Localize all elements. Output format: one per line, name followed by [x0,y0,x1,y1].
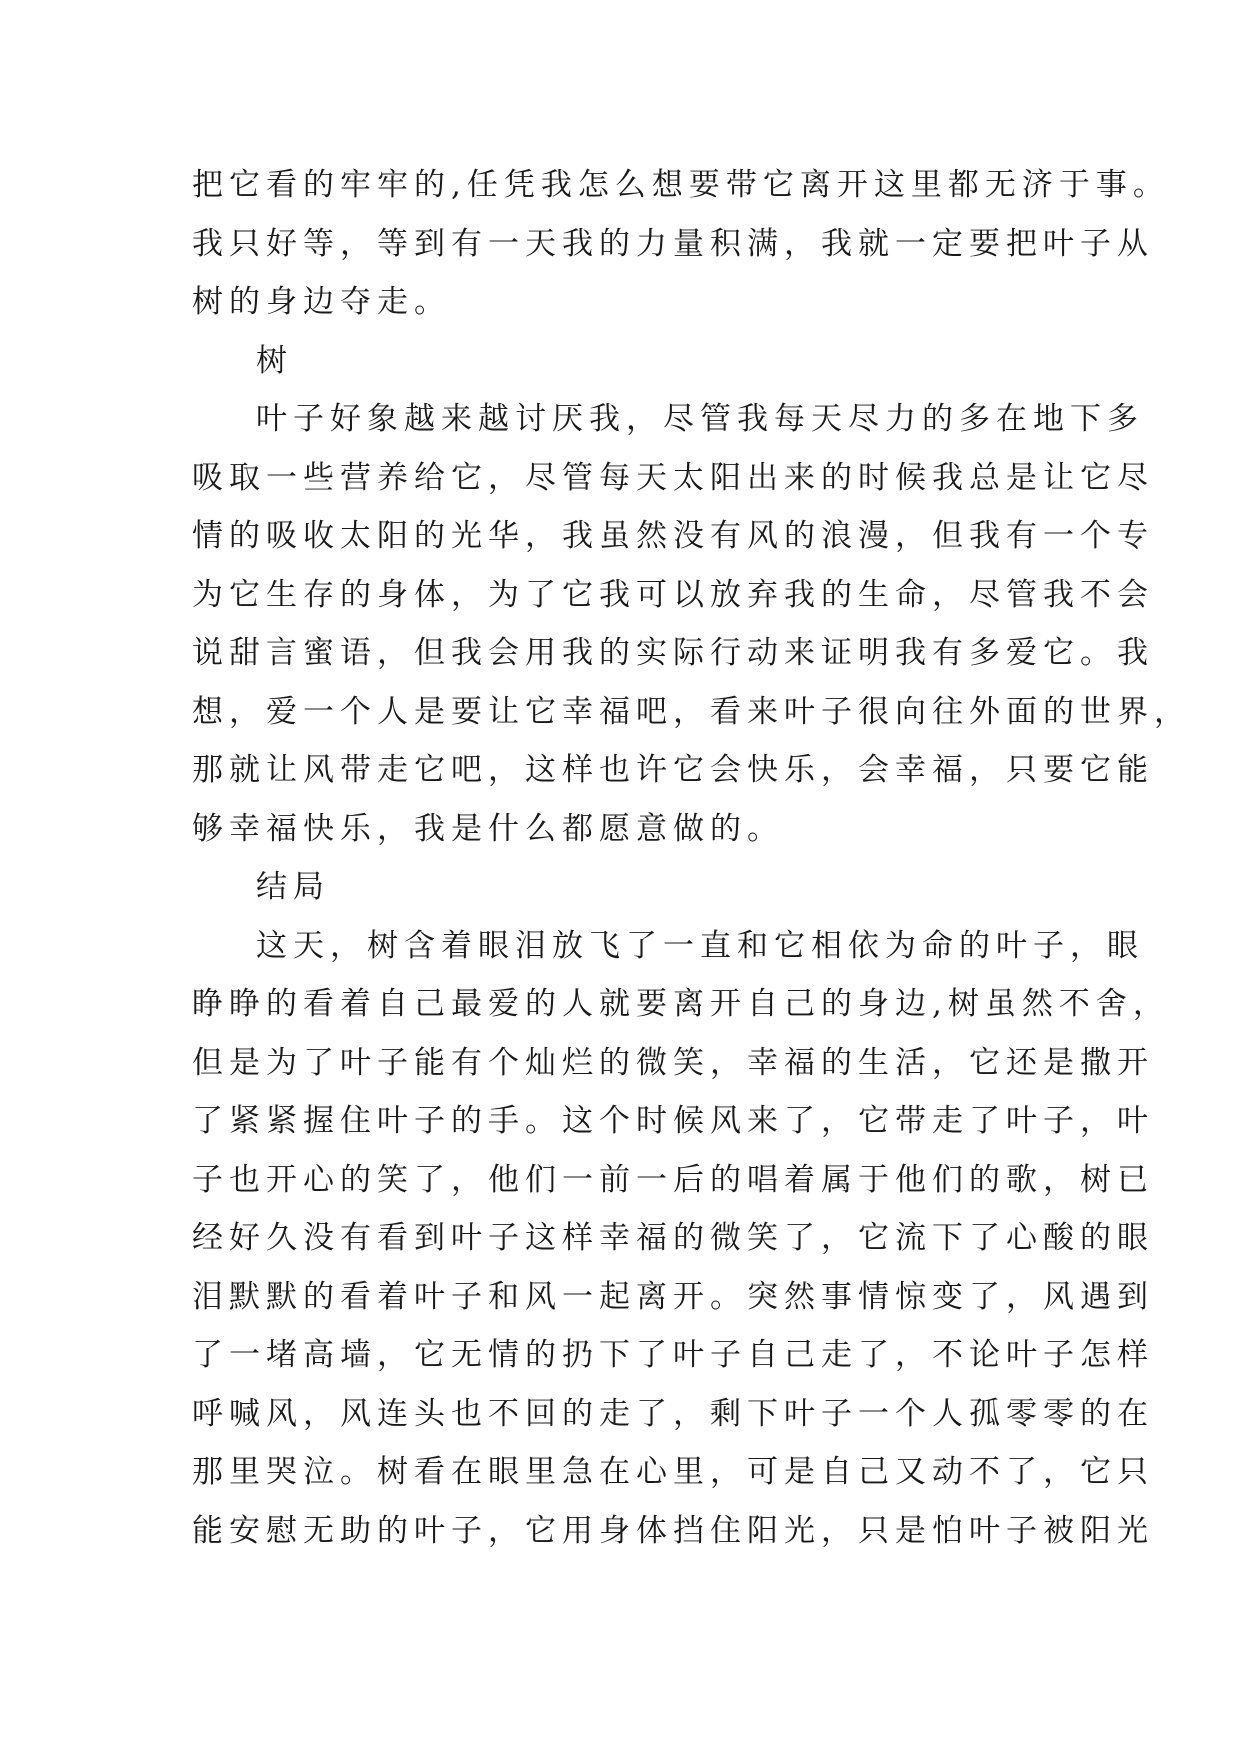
document-body [192,156,1191,1560]
text-line: 能安慰无助的叶子，它用身体挡住阳光，只是怕叶子被阳光 [192,1512,1154,1549]
text-line: 情的吸收太阳的光华，我虽然没有风的浪漫，但我有一个专 [192,518,1154,554]
text-line: 说甜言蜜语，但我会用我的实际行动来证明我有多爱它。我 [192,635,1154,671]
text-line: 子也开心的笑了，他们一前一后的唱着属于他们的歌，树已 [192,1161,1154,1198]
text-line: 吸取一些营养给它，尽管每天太阳出来的时候我总是让它尽 [192,459,1154,496]
text-line: 泪默默的看着叶子和风一起离开。突然事情惊变了，风遇到 [192,1278,1154,1315]
text-line: 经好久没有看到叶子这样幸福的微笑了，它流下了心酸的眼 [192,1220,1154,1256]
paragraph-start-line: 这天，树含着眼泪放飞了一直和它相依为命的叶子，眼 [256,927,1144,964]
text-line: 把它看的牢牢的,任凭我怎么想要带它离开这里都无济于事。 [192,167,1170,203]
paragraph-start-line: 叶子好象越来越讨厌我，尽管我每天尽力的多在地下多 [256,401,1144,437]
text-line: 那就让风带走它吧，这样也许它会快乐，会幸福，只要它能 [192,752,1154,788]
text-line: 够幸福快乐，我是什么都愿意做的。 [192,810,784,847]
text-line: 了紧紧握住叶子的手。这个时候风来了，它带走了叶子，叶 [192,1103,1154,1139]
text-line: 树的身边夺走。 [192,284,451,320]
text-line: 想，爱一个人是要让它幸福吧，看来叶子很向往外面的世界， [192,693,1191,730]
text-line: 但是为了叶子能有个灿烂的微笑，幸福的生活，它还是撒开 [192,1044,1154,1081]
paragraph-start-line: 结局 [256,869,330,905]
text-line: 为它生存的身体，为了它我可以放弃我的生命，尽管我不会 [192,576,1154,613]
text-line: 了一堵高墙，它无情的扔下了叶子自己走了，不论叶子怎样 [192,1337,1154,1373]
paragraph-start-line: 树 [256,342,293,379]
text-line: 睁睁的看着自己最爱的人就要离开自己的身边,树虽然不舍， [192,986,1170,1022]
text-line: 那里哭泣。树看在眼里急在心里，可是自己又动不了，它只 [192,1454,1154,1490]
text-line: 呼喊风，风连头也不回的走了，剩下叶子一个人孤零零的在 [192,1395,1154,1432]
text-line: 我只好等，等到有一天我的力量积满，我就一定要把叶子从 [192,225,1154,262]
